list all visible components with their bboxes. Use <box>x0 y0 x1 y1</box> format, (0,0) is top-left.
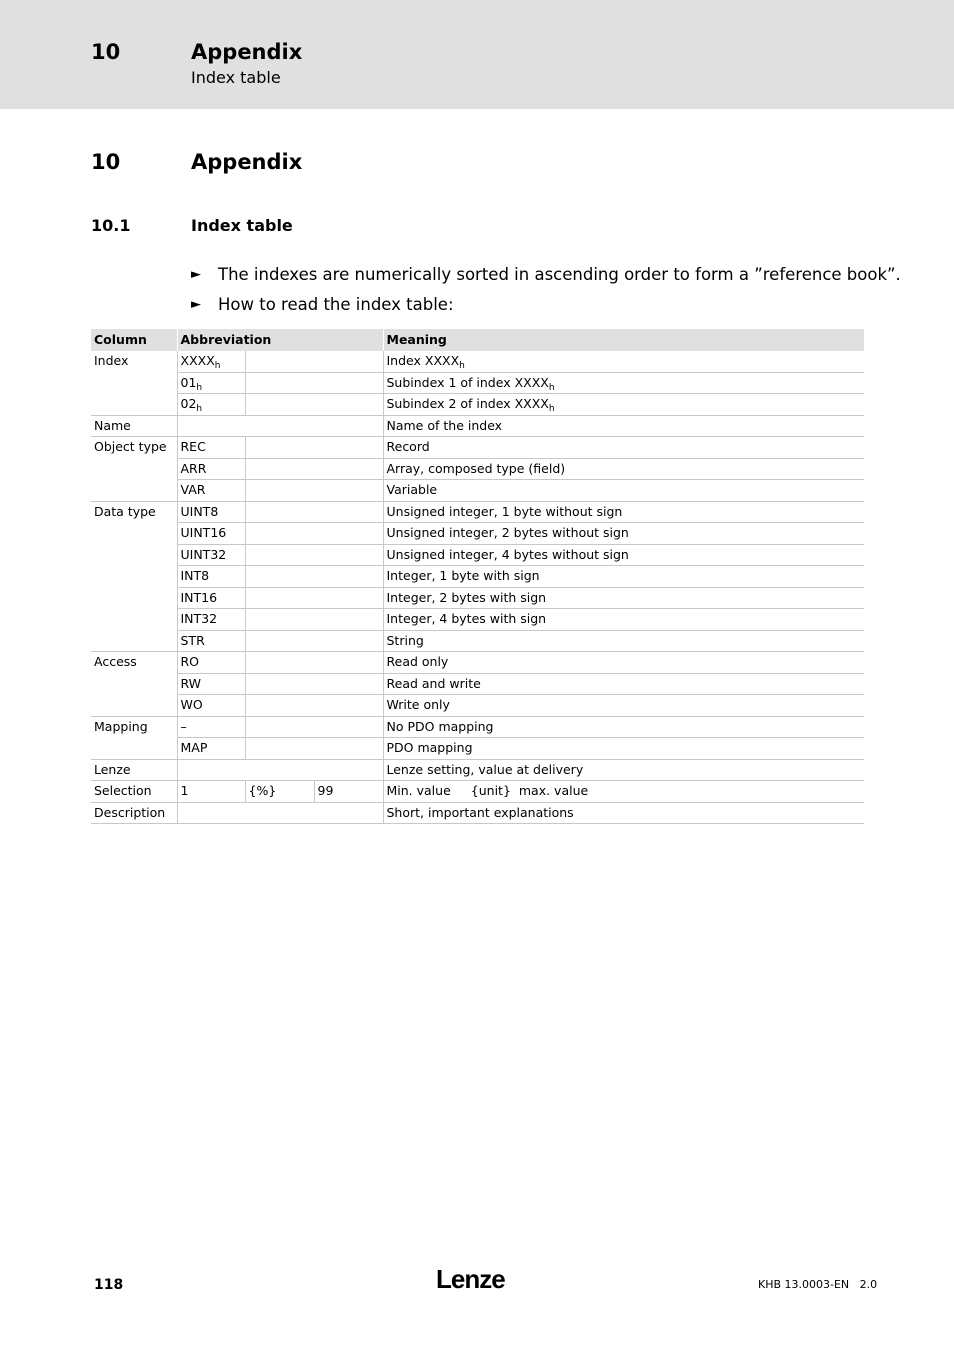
abbr-cell: STR <box>177 630 245 652</box>
meaning-min: Min. value <box>386 783 451 798</box>
table-row <box>91 587 864 609</box>
abbr-cell: RW <box>177 673 245 695</box>
selection-max: 99 <box>314 781 383 803</box>
empty-cell <box>245 738 383 760</box>
meaning-cell: Unsigned integer, 2 bytes without sign <box>383 523 864 545</box>
abbr-cell: UINT8 <box>177 501 245 523</box>
abbr-cell: INT16 <box>177 587 245 609</box>
empty-cell <box>245 372 383 394</box>
meaning-cell: Integer, 1 byte with sign <box>383 566 864 588</box>
meaning-cell: PDO mapping <box>383 738 864 760</box>
table-row <box>91 738 864 760</box>
row-label-description: Description <box>91 802 177 824</box>
empty-cell <box>245 716 383 738</box>
meaning-cell: Index $XXXX_h$ <box>383 351 864 372</box>
meaning-cell: Record <box>383 437 864 459</box>
table-row <box>91 437 864 459</box>
abbr-cell: WO <box>177 695 245 717</box>
table-row <box>91 458 864 480</box>
row-label-data-type: Data type <box>91 501 177 652</box>
table-row <box>91 480 864 502</box>
abbr-cell: UINT16 <box>177 523 245 545</box>
bullet-item <box>191 295 454 314</box>
bullet-arrow-icon: ► <box>191 267 201 282</box>
lenze-logo: Lenze <box>436 1264 505 1294</box>
empty-cell <box>245 566 383 588</box>
document-id: KHB 13.0003-EN 2.0 <box>758 1278 878 1291</box>
subsection-title: Index table <box>191 216 293 235</box>
table-row <box>91 501 864 523</box>
empty-cell <box>245 544 383 566</box>
header-subtitle: Index table <box>191 68 281 87</box>
abbr-cell: $01_h$ <box>177 372 245 394</box>
empty-cell <box>245 458 383 480</box>
page-number: 118 <box>94 1277 124 1293</box>
abbr-cell: INT32 <box>177 609 245 631</box>
table-row <box>91 523 864 545</box>
subsection-number: 10.1 <box>91 216 131 235</box>
table-row <box>91 781 864 803</box>
table-row <box>91 673 864 695</box>
row-label-name: Name <box>91 415 177 437</box>
empty-cell <box>177 415 383 437</box>
empty-cell <box>245 652 383 674</box>
section-title: Appendix <box>191 150 303 174</box>
page-header <box>0 0 954 109</box>
abbr-cell: INT8 <box>177 566 245 588</box>
meaning-cell <box>383 781 864 803</box>
empty-cell <box>245 695 383 717</box>
abbr-cell: VAR <box>177 480 245 502</box>
bullet-text: The indexes are numerically sorted in ascending order to form a ”reference book”. <box>218 265 901 284</box>
empty-cell <box>245 351 383 372</box>
table-row <box>91 630 864 652</box>
section-number: 10 <box>91 150 121 174</box>
empty-cell <box>245 480 383 502</box>
abbr-cell: REC <box>177 437 245 459</box>
table-row <box>91 566 864 588</box>
row-label-access: Access <box>91 652 177 717</box>
bullet-arrow-icon: ► <box>191 297 201 312</box>
header-chapter-number: 10 <box>91 40 121 64</box>
meaning-unit: {unit} <box>470 783 511 798</box>
table-row <box>91 544 864 566</box>
index-table <box>91 329 864 824</box>
header-abbreviation: Abbreviation <box>177 329 383 351</box>
table-row <box>91 695 864 717</box>
meaning-cell: Read and write <box>383 673 864 695</box>
abbr-cell: – <box>177 716 245 738</box>
table-row <box>91 372 864 394</box>
meaning-cell: Array, composed type (field) <box>383 458 864 480</box>
abbr-cell: UINT32 <box>177 544 245 566</box>
header-meaning: Meaning <box>383 329 864 351</box>
meaning-cell: Lenze setting, value at delivery <box>383 759 864 781</box>
abbr-cell: $02_h$ <box>177 394 245 416</box>
table-row <box>91 759 864 781</box>
empty-cell <box>245 609 383 631</box>
meaning-cell: Variable <box>383 480 864 502</box>
header-chapter-title: Appendix <box>191 40 303 64</box>
meaning-cell: Integer, 2 bytes with sign <box>383 587 864 609</box>
table-row <box>91 609 864 631</box>
meaning-cell: Read only <box>383 652 864 674</box>
table-row <box>91 415 864 437</box>
table-row <box>91 652 864 674</box>
empty-cell <box>177 759 383 781</box>
empty-cell <box>245 501 383 523</box>
empty-cell <box>245 394 383 416</box>
empty-cell <box>245 523 383 545</box>
empty-cell <box>177 802 383 824</box>
empty-cell <box>245 673 383 695</box>
row-label-selection: Selection <box>91 781 177 803</box>
row-label-mapping: Mapping <box>91 716 177 759</box>
meaning-cell: Unsigned integer, 4 bytes without sign <box>383 544 864 566</box>
abbr-cell: $XXXX_h$ <box>177 351 245 372</box>
meaning-cell: Unsigned integer, 1 byte without sign <box>383 501 864 523</box>
meaning-cell: String <box>383 630 864 652</box>
table-row <box>91 351 864 372</box>
bullet-text: How to read the index table: <box>218 295 454 314</box>
table-row <box>91 394 864 416</box>
meaning-cell: Short, important explanations <box>383 802 864 824</box>
row-label-index: Index <box>91 351 177 415</box>
empty-cell <box>245 630 383 652</box>
table-row <box>91 802 864 824</box>
table-header-row <box>91 329 864 351</box>
meaning-cell: Subindex 1 of index $XXXX_h$ <box>383 372 864 394</box>
abbr-cell: MAP <box>177 738 245 760</box>
row-label-lenze: Lenze <box>91 759 177 781</box>
empty-cell <box>245 437 383 459</box>
empty-cell <box>245 587 383 609</box>
table-row <box>91 716 864 738</box>
meaning-cell: Write only <box>383 695 864 717</box>
row-label-object-type: Object type <box>91 437 177 502</box>
abbr-cell: RO <box>177 652 245 674</box>
meaning-cell: Name of the index <box>383 415 864 437</box>
abbr-cell: ARR <box>177 458 245 480</box>
header-column: Column <box>91 329 177 351</box>
meaning-cell: Subindex 2 of index $XXXX_h$ <box>383 394 864 416</box>
meaning-cell: Integer, 4 bytes with sign <box>383 609 864 631</box>
bullet-item <box>191 265 901 284</box>
meaning-max: max. value <box>518 783 589 798</box>
selection-min: 1 <box>177 781 245 803</box>
meaning-cell: No PDO mapping <box>383 716 864 738</box>
selection-unit: {%} <box>245 781 314 803</box>
